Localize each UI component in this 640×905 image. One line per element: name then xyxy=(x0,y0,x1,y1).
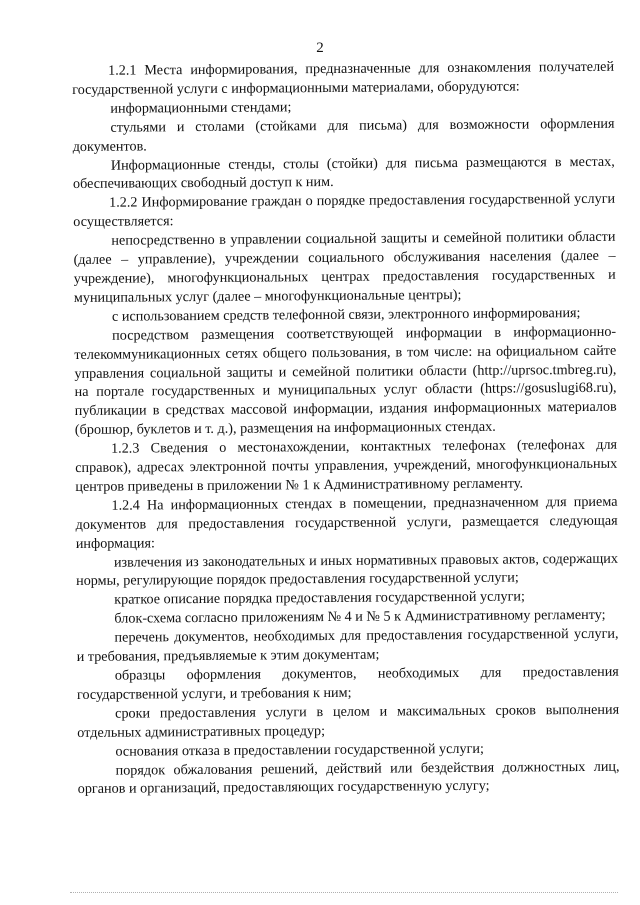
paragraph-1-2-4: 1.2.4 На информационных стендах в помещении, предназначенном для приема документов для предоставления государственной услуги, размещается следующая информация: xyxy=(75,493,618,552)
page-bottom-divider xyxy=(70,892,618,893)
list-item: основания отказа в предоставлении государственной услуги; xyxy=(115,740,484,760)
list-item: блок-схема согласно приложениям № 4 и № 5 к Административному регламенту; xyxy=(114,607,606,627)
paragraph-1-2-3: 1.2.3 Сведения о местонахождении, контактных телефонах (телефонах для справок), адресах электронной почты управления, учреждений, многофункциональных центров приведены в приложении № 1 к Административному регламенту. xyxy=(75,436,618,495)
list-item: образцы оформления документов, необходимых для предоставления государственной услуги, и требования к ним; xyxy=(76,663,619,703)
list-item: информационными стендами; xyxy=(110,99,292,117)
list-item: перечень документов, необходимых для предоставления государственной услуги, и требования, предъявляемые к этим документам; xyxy=(76,625,619,666)
list-item: стульями и столами (стойками для письма) для возможности оформления документов. xyxy=(72,115,615,155)
list-item: посредством размещения соответствующей информации в информационно-телекоммуникационных сетях общего пользования, в том числе: на официальном сайте управления социальной защиты и семейной политики области (http://uprsoc.tmbreg.ru), на портале государственных и муниципальных услуг области (https://gosuslugi68.ru), публикации в средствах массовой информации, издания информационных материалов (брошюр, буклетов и т. д.), размещения на информационных стендах. xyxy=(74,323,617,439)
document-body xyxy=(72,58,620,800)
list-item: непосредственно в управлении социальной защиты и семейной политики области (далее – управление), учреждении социального обслуживания населения (далее – учреждение), многофункциональных центрах предоставления государственных и муниципальных услуг (далее – многофункциональные центры); xyxy=(73,228,616,306)
list-item: извлечения из законодательных и иных нормативных правовых актов, содержащих нормы, регулирующие порядок предоставления государственной услуги; xyxy=(76,550,618,590)
list-item: порядок обжалования решений, действий или бездействия должностных лиц, органов и организаций, предоставляющих государственную услугу; xyxy=(77,758,620,798)
list-item: сроки предоставления услуги в целом и максимальных сроков выполнения отдельных административных процедур; xyxy=(77,701,620,741)
list-item: краткое описание порядка предоставления государственной услуги; xyxy=(114,588,525,609)
paragraph-1-2-1: 1.2.1 Места информирования, предназначенные для ознакомления получателей государственной услуги с информационными материалами, оборудуются: xyxy=(72,58,615,98)
paragraph: Информационные стенды, столы (стойки) для письма размещаются в местах, обеспечивающих свободный доступ к ним. xyxy=(72,153,615,193)
paragraph-1-2-2: 1.2.2 Информирование граждан о порядке предоставления государственной услуги осуществляется: xyxy=(73,191,616,231)
page-number: 2 xyxy=(316,40,324,56)
list-item: с использованием средств телефонной связи, электронного информирования; xyxy=(111,304,581,325)
